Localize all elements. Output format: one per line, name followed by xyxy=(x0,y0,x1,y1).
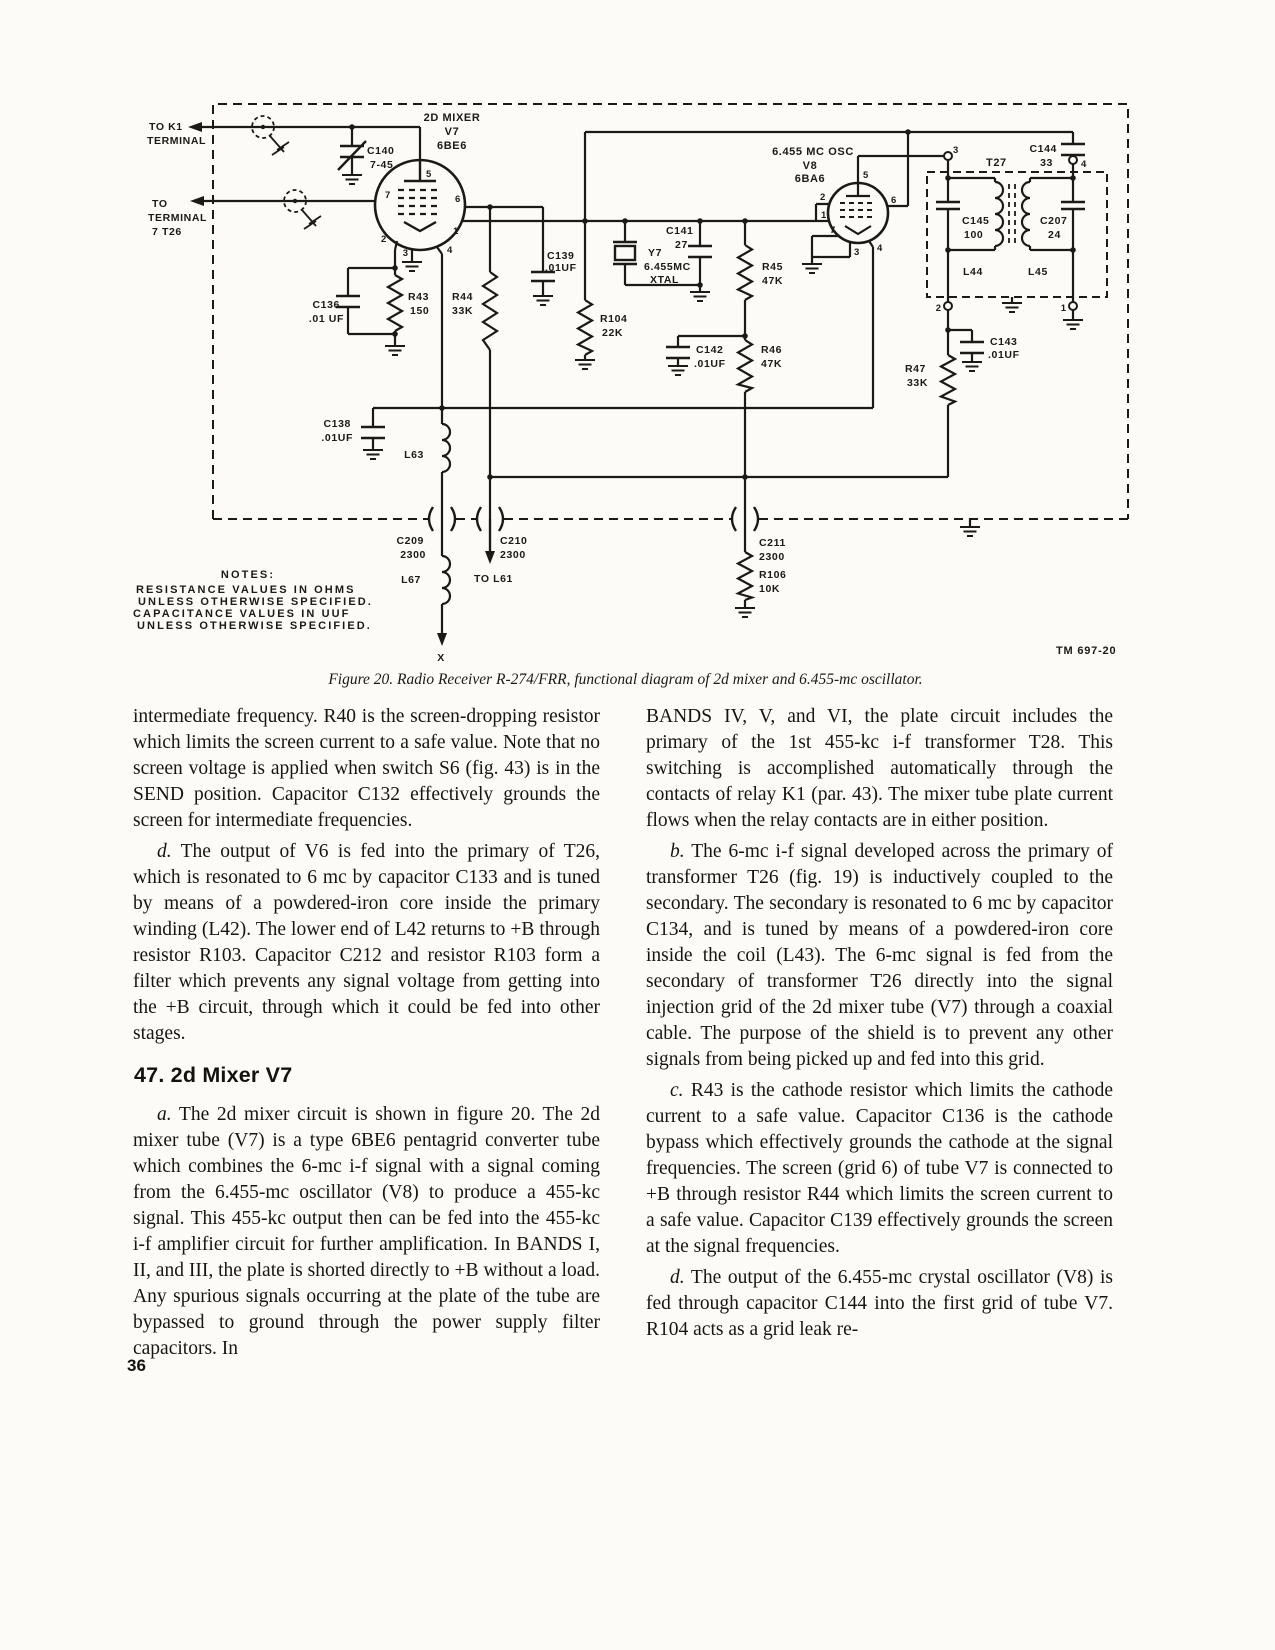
left-column xyxy=(133,704,600,1367)
label-v8-type: 6BA6 xyxy=(794,173,826,185)
label-c138-value: .01UF xyxy=(321,432,353,444)
label-c209-value: 2300 xyxy=(400,549,426,561)
label-c141-value: 27 xyxy=(675,239,688,251)
label-c143-value: .01UF xyxy=(988,349,1020,361)
label-v7-name: V7 xyxy=(444,126,460,138)
figure-caption: Figure 20. Radio Receiver R-274/FRR, functional diagram of 2d mixer and 6.455-mc oscillator. xyxy=(328,671,923,688)
notes-title: NOTES: xyxy=(220,569,276,581)
label-c141: C141 xyxy=(666,225,694,237)
label-c144: C144 xyxy=(1029,143,1057,155)
v8-pin4: 4 xyxy=(877,243,883,254)
label-r44: R44 xyxy=(452,291,474,303)
paragraph xyxy=(133,1102,600,1362)
paragraph-text: The output of the 6.455-mc crystal oscillator (V8) is fed through capacitor C144 into the first grid of tube V7. R104 acts as a grid leak re- xyxy=(646,1267,1113,1340)
label-c139: C139 xyxy=(547,250,575,262)
v7-pin6: 6 xyxy=(455,194,461,205)
paragraph xyxy=(646,1078,1113,1260)
tm-number: TM 697-20 xyxy=(1056,645,1117,657)
notes-line4: UNLESS OTHERWISE SPECIFIED. xyxy=(137,620,372,632)
capacitor-c142 xyxy=(666,347,690,358)
label-c136: C136 xyxy=(312,299,340,311)
paragraph: intermediate frequency. R40 is the screen-dropping resistor which limits the screen current to a safe value. Note that no screen voltage is applied when switch S6 (fig. 43) is in the SEND position. Capacitor C132 effectively grounds the screen for intermediate frequencies. xyxy=(133,706,600,831)
label-c210-value: 2300 xyxy=(500,549,526,561)
label-v8-title: 6.455 MC OSC xyxy=(772,146,854,158)
paragraph-text: The output of V6 is fed into the primary of T26, which is resonated to 6 mc by capacitor C133 and is tuned by means of a powdered-iron core inside the primary winding (L42). The lower end of L42 returns to +B through resistor R103. Capacitor C212 and resistor R103 form a filter which prevents any signal voltage from getting into the +B circuit, through which it could be fed into other stages. xyxy=(133,841,600,1044)
notes-line1: RESISTANCE VALUES IN OHMS xyxy=(136,584,356,596)
schematic-figure xyxy=(0,0,1275,668)
tube-v7 xyxy=(375,160,465,250)
label-c143: C143 xyxy=(990,336,1018,348)
resistor-r104 xyxy=(578,300,592,355)
label-y7-freq: 6.455MC xyxy=(644,261,691,273)
v8-pin5: 5 xyxy=(863,170,869,181)
notes-line2: UNLESS OTHERWISE SPECIFIED. xyxy=(138,596,373,608)
label-c142-value: .01UF xyxy=(694,358,726,370)
paragraph-lead: a. xyxy=(157,1104,172,1125)
label-r46: R46 xyxy=(761,344,783,356)
coil-l63 xyxy=(442,424,450,472)
t27-shield-outline xyxy=(927,172,1107,297)
label-r44-value: 33K xyxy=(452,305,474,317)
label-x-marker: X xyxy=(437,652,445,664)
tube-v8 xyxy=(828,183,888,243)
label-t27: T27 xyxy=(986,157,1007,169)
capacitor-c145 xyxy=(936,202,960,209)
label-c211-value: 2300 xyxy=(759,551,785,563)
t27-term4: 4 xyxy=(1081,159,1087,170)
coil-l44 xyxy=(995,182,1003,246)
label-c136-value: .01 UF xyxy=(308,313,344,325)
label-r104: R104 xyxy=(600,313,628,325)
resistor-r44 xyxy=(483,272,497,350)
paragraph-text: The 6-mc i-f signal developed across the primary of transformer T26 (fig. 19) is inductively coupled to the secondary. The secondary is resonated to 6 mc by capacitor C134, and is tuned by means of a powdered-iron core inside the coil (L43). The 6-mc signal is fed from the secondary of transformer T26 directly into the signal injection grid of the 2d mixer tube (V7) through a coaxial cable. The purpose of the shield is to prevent any other signals from being picked up and fed into this grid. xyxy=(646,841,1113,1070)
t27-core xyxy=(1009,184,1015,246)
label-l63: L63 xyxy=(404,449,424,461)
paragraph xyxy=(133,839,600,1047)
label-c138: C138 xyxy=(323,418,351,430)
label-r43-value: 150 xyxy=(410,305,430,317)
v7-pin2: 2 xyxy=(381,234,387,245)
label-to-t26-3: 7 T26 xyxy=(152,226,182,238)
paragraph-text: The 2d mixer circuit is shown in figure 20. The 2d mixer tube (V7) is a type 6BE6 pentagrid converter tube which combines the 6-mc i-f signal with a signal coming from the 6.455-mc oscillator (V8) to produce a 455-kc signal. This 455-kc output then can be fed into the 455-kc i-f amplifier circuit for further amplification. In BANDS I, II, and III, the plate is shorted directly to +B without a load. Any spurious signals occurring at the plate of the tube are bypassed to ground through the power supply filter capacitors. In xyxy=(133,1104,600,1359)
v8-pin7: 7 xyxy=(830,225,836,236)
capacitor-c207 xyxy=(1061,202,1085,209)
resistor-r47 xyxy=(941,355,955,405)
crystal-y7 xyxy=(613,242,637,264)
page-number: 36 xyxy=(127,1356,146,1375)
label-to-t26-2: TERMINAL xyxy=(148,212,208,224)
paragraph-lead: d. xyxy=(670,1267,685,1288)
label-l67: L67 xyxy=(401,574,421,586)
label-c142: C142 xyxy=(696,344,724,356)
v7-pin4: 4 xyxy=(447,245,453,256)
coil-l45 xyxy=(1022,182,1030,246)
coil-l67 xyxy=(442,556,450,604)
v8-pin2: 2 xyxy=(820,192,826,203)
paragraph-lead: d. xyxy=(157,841,172,862)
label-r104-value: 22K xyxy=(602,327,624,339)
capacitor-c141 xyxy=(688,246,712,257)
label-v7-title: 2D MIXER xyxy=(423,112,481,124)
label-c140: C140 xyxy=(367,145,395,157)
label-c210: C210 xyxy=(500,535,528,547)
label-r106: R106 xyxy=(759,569,787,581)
v7-pin7: 7 xyxy=(385,190,391,201)
label-r45-value: 47K xyxy=(762,275,784,287)
paragraph: BANDS IV, V, and VI, the plate circuit includes the primary of the 1st 455-kc i-f transformer T28. This switching is accomplished automatically through the contacts of relay K1 (par. 43). The mixer tube plate current flows when the relay contacts are in either position. xyxy=(646,706,1113,831)
resistor-r106 xyxy=(738,552,752,600)
t27-term1: 1 xyxy=(1060,303,1066,314)
label-to-k1: TO K1 xyxy=(149,121,183,133)
label-y7: Y7 xyxy=(648,247,663,259)
label-c144-value: 33 xyxy=(1040,157,1053,169)
label-r47-value: 33K xyxy=(906,377,928,389)
label-l45: L45 xyxy=(1028,266,1048,278)
label-to-l61: TO L61 xyxy=(474,573,514,585)
capacitor-c144 xyxy=(1061,144,1085,155)
capacitor-c138 xyxy=(361,427,385,438)
capacitor-c143 xyxy=(960,342,984,353)
v7-pin3: 3 xyxy=(402,248,408,259)
v7-pin1: 1 xyxy=(453,226,459,237)
section-heading: 47. 2d Mixer V7 xyxy=(134,1063,293,1087)
paragraph-lead: b. xyxy=(670,841,685,862)
label-c211: C211 xyxy=(759,537,786,549)
label-to-k1-2: TERMINAL xyxy=(147,135,207,147)
label-c139-value: .01UF xyxy=(545,262,577,274)
label-y7-type: XTAL xyxy=(650,274,680,286)
resistor-r45 xyxy=(738,245,752,300)
ground-symbols xyxy=(342,175,1083,617)
label-r45: R45 xyxy=(762,261,784,273)
label-c140-value: 7-45 xyxy=(370,159,394,171)
label-c207-value: 24 xyxy=(1048,229,1061,241)
label-r47: R47 xyxy=(904,363,926,375)
label-r106-value: 10K xyxy=(759,583,781,595)
resistor-r46 xyxy=(738,340,752,392)
label-c145: C145 xyxy=(962,215,990,227)
v8-pin1: 1 xyxy=(821,210,827,221)
label-c209: C209 xyxy=(396,535,424,547)
t27-term2: 2 xyxy=(935,303,941,314)
paragraph-text: R43 is the cathode resistor which limits the cathode current to a safe value. Capacitor C136 is the cathode bypass which effectively grounds the cathode at the signal frequencies. The screen (grid 6) of tube V7 is connected to +B through resistor R44 which limits the screen current to a safe value. Capacitor C139 effectively grounds the screen at the signal frequencies. xyxy=(646,1080,1113,1257)
label-c145-value: 100 xyxy=(964,229,984,241)
v8-pin3: 3 xyxy=(854,247,860,258)
notes-line3: CAPACITANCE VALUES IN UUF xyxy=(133,608,351,620)
paragraph-lead: c. xyxy=(670,1080,684,1101)
coils xyxy=(442,182,1030,604)
right-column xyxy=(646,704,1113,1348)
label-c207: C207 xyxy=(1040,215,1068,227)
resistor-r43 xyxy=(388,275,402,331)
t27-term3: 3 xyxy=(953,145,959,156)
shield-feedthrough-icon xyxy=(252,116,321,229)
v8-pin6: 6 xyxy=(891,195,897,206)
label-r46-value: 47K xyxy=(761,358,783,370)
label-l44: L44 xyxy=(963,266,983,278)
label-to-t26: TO xyxy=(152,198,168,210)
v7-pin5: 5 xyxy=(426,169,432,180)
label-v7-type: 6BE6 xyxy=(437,140,467,152)
label-r43: R43 xyxy=(408,291,430,303)
label-v8-name: V8 xyxy=(802,160,818,172)
paragraph xyxy=(646,839,1113,1073)
paragraph xyxy=(646,1265,1113,1343)
